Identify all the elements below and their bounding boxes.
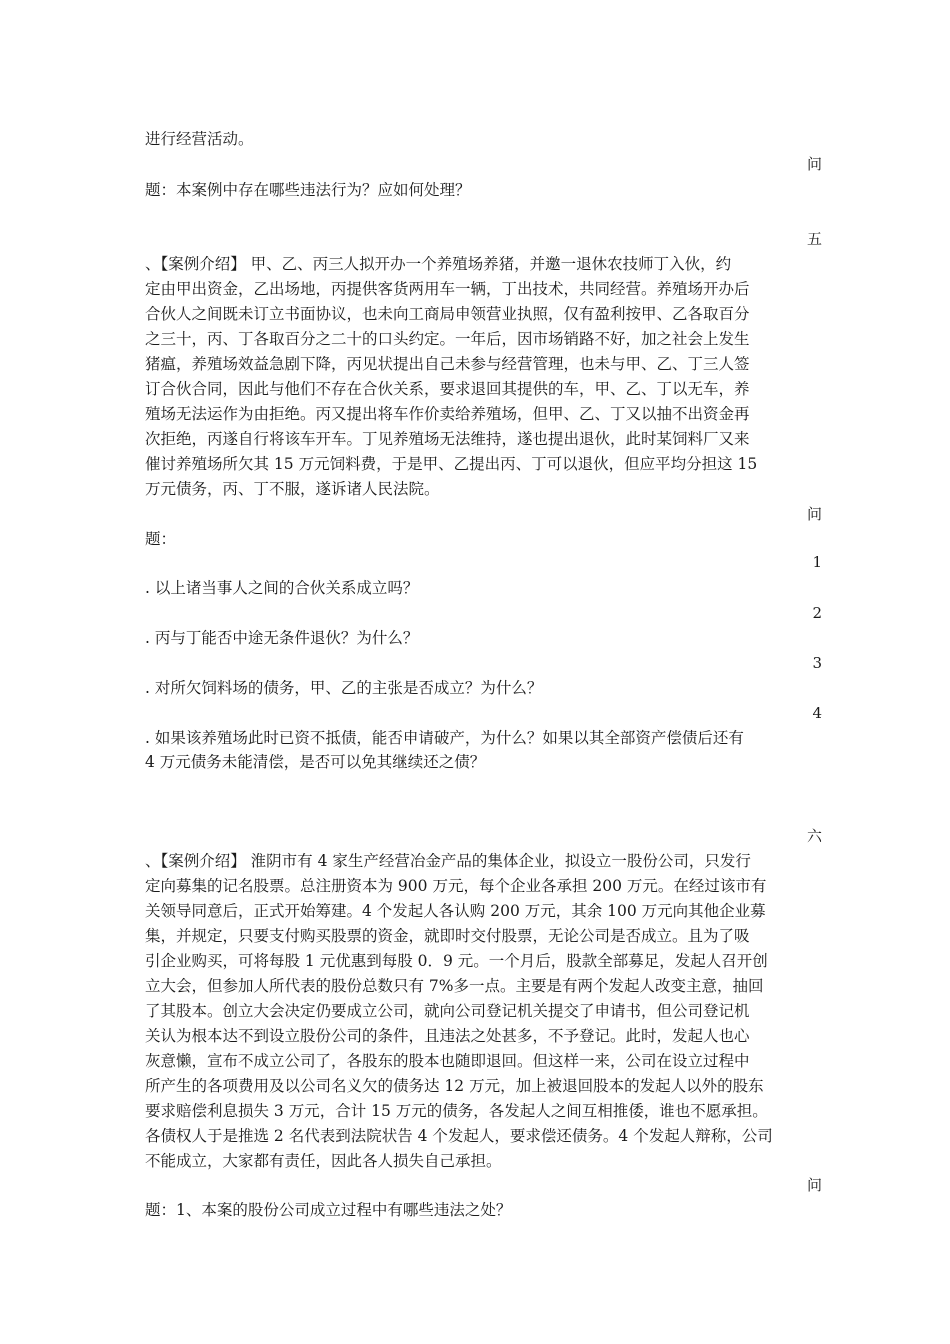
case6-line: 灰意懒，宣布不成立公司了，各股东的股本也随即退回。但这样一来，公司在设立过程中 (145, 1052, 750, 1070)
question-number: 1 (812, 553, 822, 571)
case5-line: 定由甲出资金，乙出场地，丙提供客货两用车一辆，丁出技术，共同经营。养殖场开办后 (145, 280, 750, 298)
intro-question: 题：本案例中存在哪些违法行为？应如何处理？ (145, 181, 471, 199)
intro-line: 进行经营活动。 (145, 130, 254, 148)
case5-line: 万元债务，丙、丁不服，遂诉诸人民法院。 (145, 480, 440, 498)
case5-line: 之三十，丙、丁各取百分之二十的口头约定。一年后，因市场销路不好，加之社会上发生 (145, 330, 750, 348)
case6-line: 集，并规定，只要支付购买股票的资金，就即时交付股票，无论公司是否成立。且为了吸 (145, 927, 750, 945)
case6-number: 六 (806, 827, 822, 845)
case5-line: 次拒绝，丙遂自行将该车开车。丁见养殖场无法维持，遂也提出退伙，此时某饲料厂又来 (145, 430, 750, 448)
case5-question: . 如果该养殖场此时已资不抵债，能否申请破产，为什么？如果以其全部资产偿债后还有 (145, 729, 744, 747)
case6-line: 引企业购买，可将每股 1 元优惠到每股 0．9 元。一个月后，股款全部募足，发起人召开创 (145, 952, 768, 970)
case6-line: 不能成立，大家都有责任，因此各人损失自己承担。 (145, 1152, 502, 1170)
case6-line: 立大会，但参加人所代表的股份总数只有 7%多一点。主要是有两个发起人改变主意，抽回 (145, 977, 764, 995)
case6-line: 各债权人于是推选 2 名代表到法院状告 4 个发起人，要求偿还债务。4 个发起人辩称，公司 (145, 1127, 773, 1145)
question-number: 3 (812, 654, 822, 672)
case6-line: 关领导同意后，正式开始筹建。4 个发起人各认购 200 万元，其余 100 万元向其他企业募 (145, 902, 766, 920)
case5-line: 合伙人之间既未订立书面协议，也未向工商局申领营业执照，仅有盈利按甲、乙各取百分 (145, 305, 750, 323)
question-marker: 问 (806, 505, 822, 523)
question-marker: 问 (806, 1176, 822, 1194)
case5-line: 催讨养殖场所欠其 15 万元饲料费，于是甲、乙提出丙、丁可以退伙，但应平均分担这 15 (145, 455, 758, 473)
case5-question: . 丙与丁能否中途无条件退伙？为什么？ (145, 629, 419, 647)
question-number: 2 (812, 604, 822, 622)
case6-line: 所产生的各项费用及以公司名义欠的债务达 12 万元，加上被退回股本的发起人以外的股东 (145, 1077, 764, 1095)
question-marker: 问 (806, 155, 822, 173)
case5-line: 、【案例介绍】 甲、乙、丙三人拟开办一个养殖场养猪，并邀一退休农技师丁入伙，约 (145, 255, 732, 273)
question-number: 4 (812, 704, 822, 722)
case6-line: 定向募集的记名股票。总注册资本为 900 万元，每个企业各承担 200 万元。在经过该市有 (145, 877, 767, 895)
case5-number: 五 (806, 230, 822, 248)
case5-question-label: 题： (145, 530, 177, 548)
case5-line: 猪瘟，养殖场效益急剧下降，丙见状提出自己未参与经营管理，也未与甲、乙、丁三人签 (145, 355, 750, 373)
case6-line: 、【案例介绍】 淮阴市有 4 家生产经营冶金产品的集体企业，拟设立一股份公司，只发行 (145, 852, 751, 870)
case6-line: 要求赔偿利息损失 3 万元，合计 15 万元的债务，各发起人之间互相推倭，谁也不愿承担。 (145, 1102, 768, 1120)
case6-line: 了其股本。创立大会决定仍要成立公司，就向公司登记机关提交了申请书，但公司登记机 (145, 1002, 750, 1020)
case5-line: 订合伙合同，因此与他们不存在合伙关系，要求退回其提供的车，甲、乙、丁以无车，养 (145, 380, 750, 398)
case6-line: 关认为根本达不到设立股份公司的条件，且违法之处甚多，不予登记。此时，发起人也心 (145, 1027, 750, 1045)
case5-line: 殖场无法运作为由拒绝。丙又提出将车作价卖给养殖场，但甲、乙、丁又以抽不出资金再 (145, 405, 750, 423)
case6-question: 题：1、本案的股份公司成立过程中有哪些违法之处？ (145, 1201, 512, 1219)
case5-question: . 以上诸当事人之间的合伙关系成立吗？ (145, 579, 419, 597)
case5-question: . 对所欠饲料场的债务，甲、乙的主张是否成立？为什么？ (145, 679, 543, 697)
case5-question-cont: 4 万元债务未能清偿，是否可以免其继续还之债？ (145, 753, 486, 771)
